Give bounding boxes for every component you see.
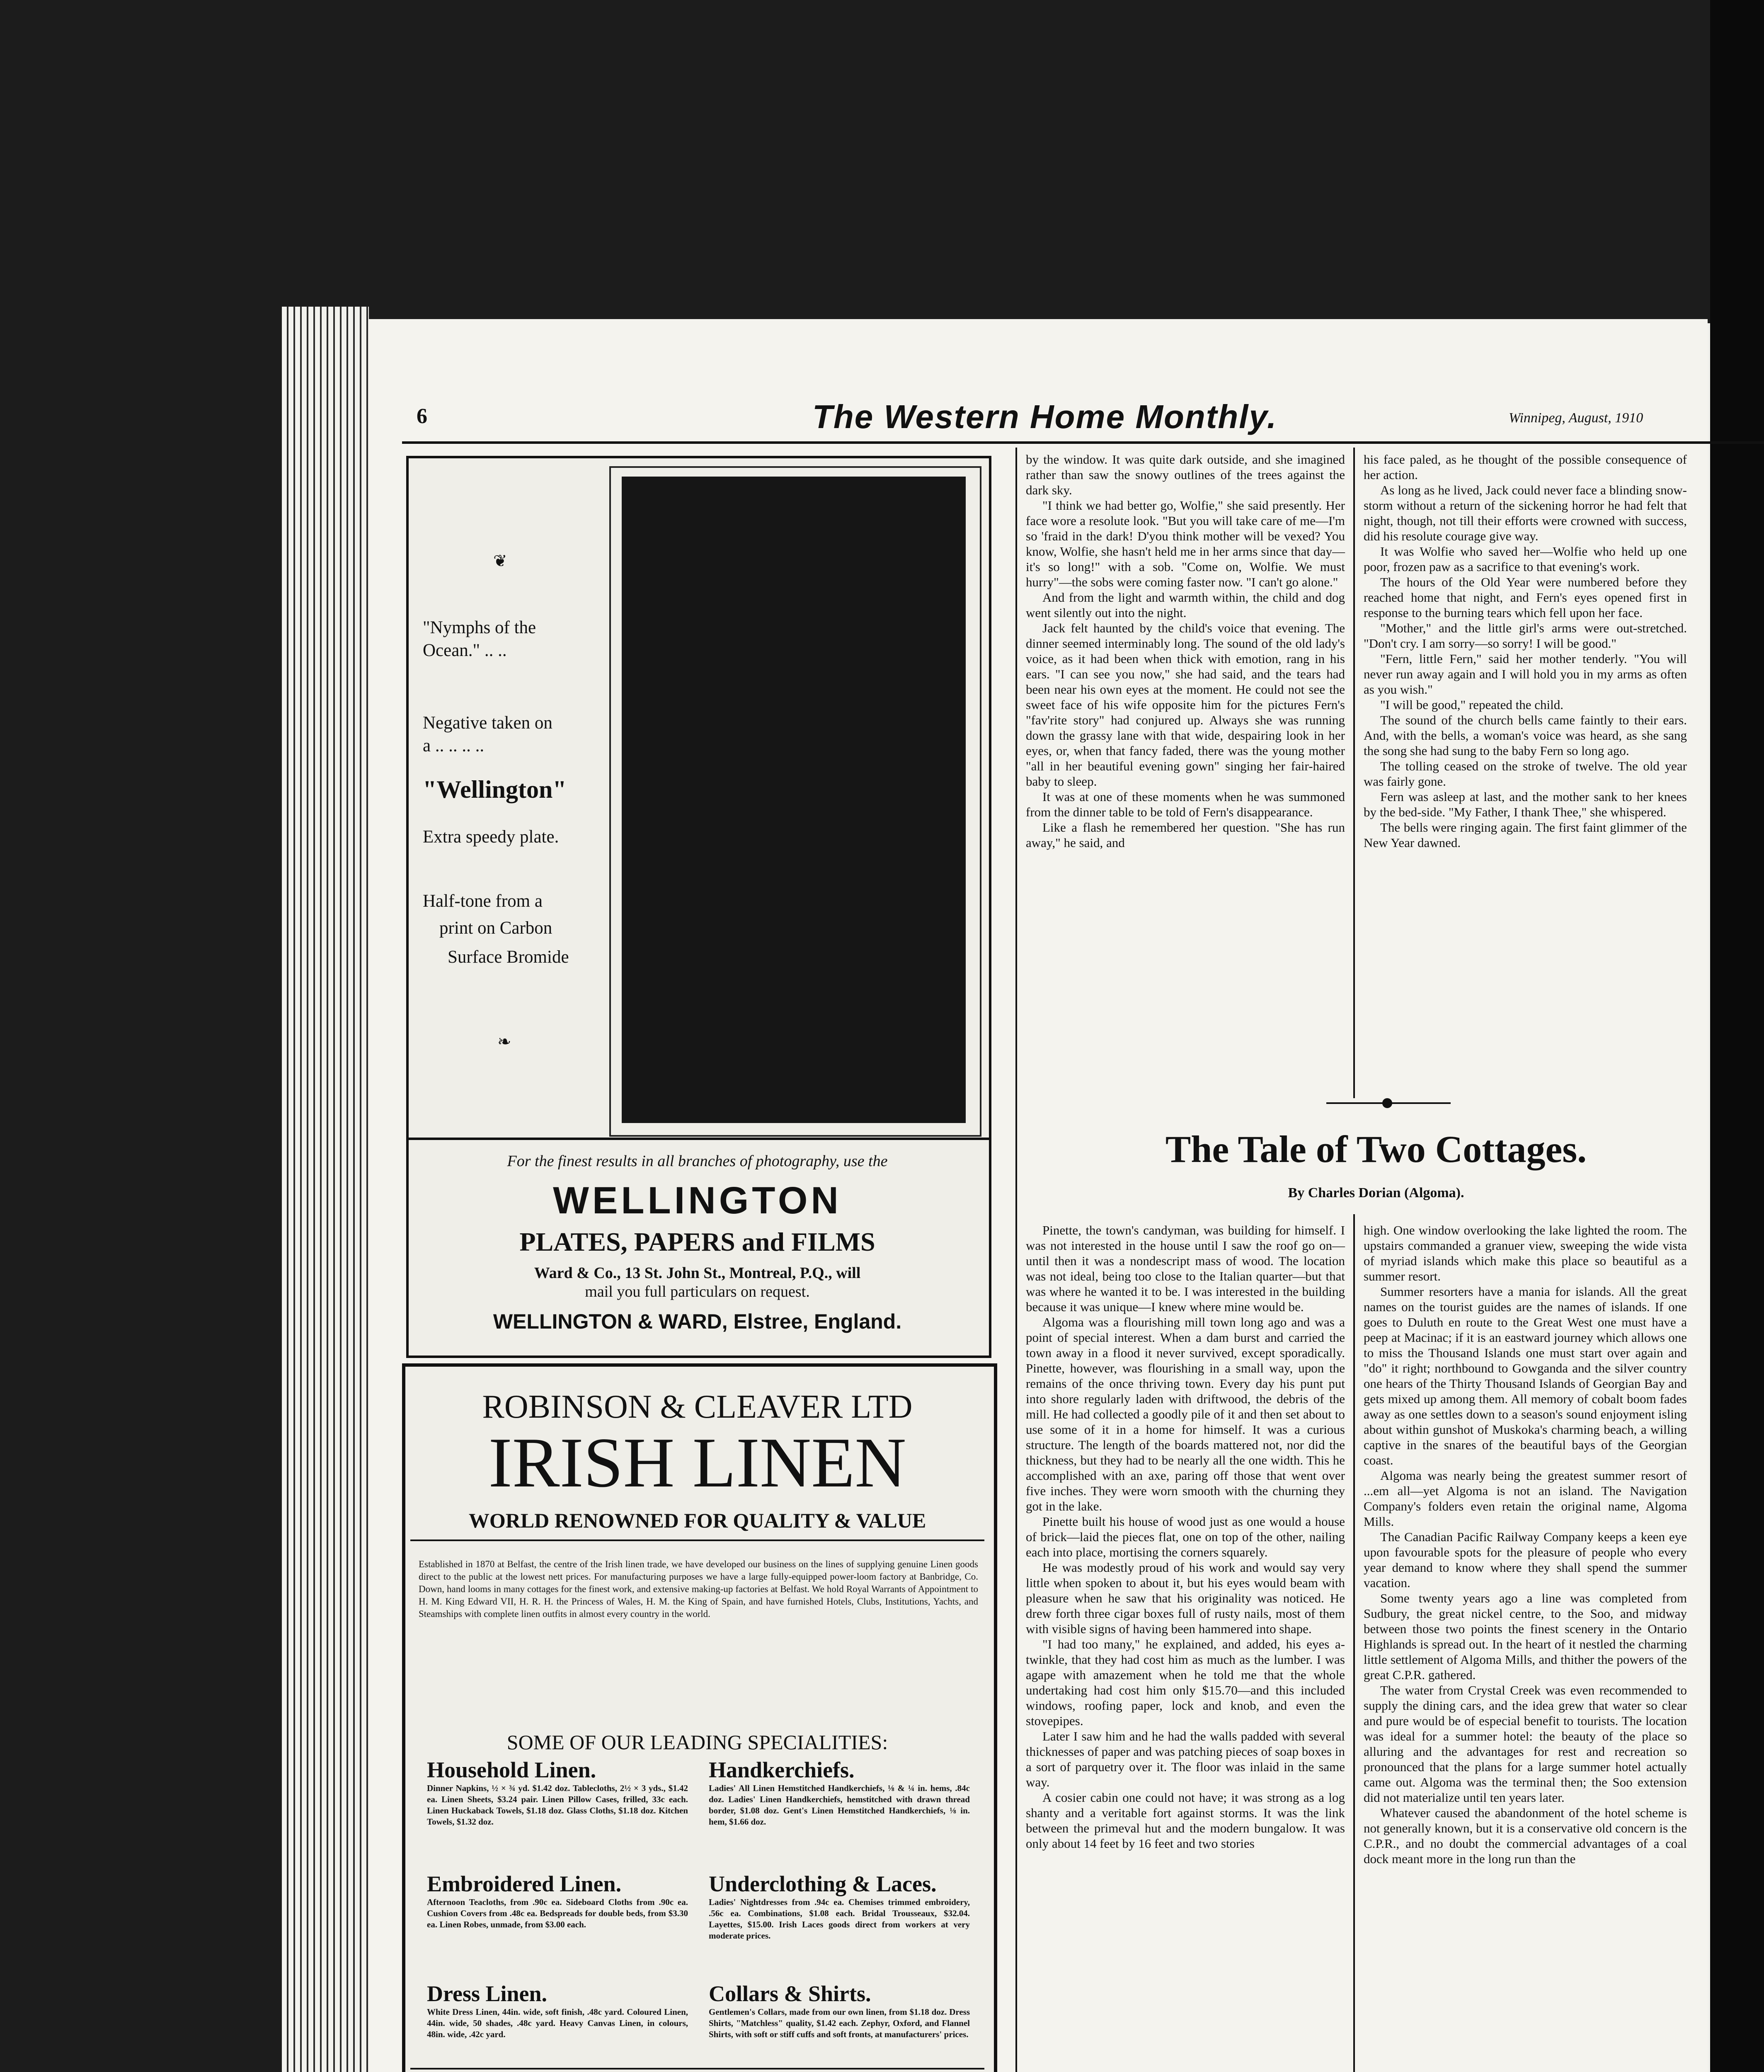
column-rule <box>1353 1214 1355 2072</box>
paragraph: It was at one of these moments when he was summoned from the dinner table to be told of Fern's disappearance. <box>1026 789 1345 819</box>
paragraph: his face paled, as he thought of the possible consequence of her action. <box>1364 452 1687 482</box>
paragraph: The tolling ceased on the stroke of twelve. The old year was fairly gone. <box>1364 759 1687 789</box>
speciality-text: Ladies' Nightdresses from .94c ea. Chemises trimmed embroidery, .56c ea. Combinations, $1.08 each. Bridal Trousseaux, $32.04. Layettes, $15.00. Irish Laces goods direct from workers at very moderate prices. <box>709 1897 970 1941</box>
paragraph: The water from Crystal Creek was even recommended to supply the dining cars, and the idea grew that water so clear and pure would be of especial benefit to tourists. The location was ideal for a summer hotel: the beauty of the place so alluring and the advantages for rest and recreation so pronounced that the plans for a large summer hotel actually came out. Algoma was the terminal then; the Soo extension did not materialize until ten years later. <box>1364 1683 1687 1805</box>
paragraph: Jack felt haunted by the child's voice that evening. The dinner seemed interminably long. The sound of the old lady's voice, as it had been when thick with emotion, rang in his ears. "I can see you now," she had said, and the tears had been near his own eyes at the moment. He could not see the sweet face of his wife opposite him for the pictures Fern's "fav'rite story" had conjured up. Always she was running down the grassy lane with that wide, despairing look in her eyes, or, when that fancy faded, there was the young mother "all in her beautiful evening gown" singing her fair-haired baby to sleep. <box>1026 621 1345 789</box>
paragraph: Summer resorters have a mania for islands. All the great names on the tourist guides are the names of islands. If one goes to Duluth en route to the Great West one must have a peep at Macinac; if it is an eastward journey which allows one to miss the Thousand Islands one must start over again and "do" it right; northbound to Gowganda and the silver country one hears of the Thirty Thousand Islands of Georgian Bay and gets mixed up among them. All memory of cobalt boom fades away as one settles down to a season's sound enjoyment isling about within gunshot of Muskoka's charming beach, a willing captive in the snares of the beautiful bays of the Georgian coast. <box>1364 1284 1687 1467</box>
speciality-title: Household Linen. <box>427 1757 596 1782</box>
book-binding-edge <box>282 307 369 2072</box>
column-rule <box>1015 448 1017 2072</box>
caption-line: a .. .. .. .. <box>423 736 485 755</box>
header-rule <box>402 441 1764 444</box>
specialities-heading: SOME OF OUR LEADING SPECIALITIES: <box>506 1731 888 1754</box>
paragraph: high. One window overlooking the lake lighted the room. The upstairs commanded a granuer view, sweeping the wide vista of myriad islands which make this place so beautiful as a summer resort. <box>1364 1223 1687 1283</box>
ad-rule <box>410 1539 984 1541</box>
wellington-brand: WELLINGTON <box>553 1179 842 1222</box>
scan-right-border <box>1710 0 1764 2072</box>
caption-line: "Nymphs of the <box>423 618 536 637</box>
caption-line: Surface Bromide <box>448 947 569 967</box>
paragraph: The hours of the Old Year were numbered before they reached home that night, and Fern's eyes opened first in response to the burning tears which fell upon her face. <box>1364 575 1687 620</box>
linen-product: IRISH LINEN <box>488 1423 906 1502</box>
paragraph: The Canadian Pacific Railway Company keeps a keen eye upon favourable spots for the pleasure of people who every year demand to know where they shall spend the summer vacation. <box>1364 1530 1687 1590</box>
paragraph: Later I saw him and he had the walls padded with several thicknesses of paper and was patching pieces of soap boxes in a sort of parquetry over it. The floor was inlaid in the same way. <box>1026 1729 1345 1789</box>
page-number: 6 <box>417 404 427 428</box>
caption-line: Ocean." .. .. <box>423 641 507 660</box>
paragraph: "I will be good," repeated the child. <box>1380 697 1563 712</box>
paragraph: "I think we had better go, Wolfie," she said presently. Her face wore a resolute look. "But you will take care of me—I'm so 'fraid in the dark! D'you think mother will be vexed? You know, Wolfie, she hasn't held me in her arms since that day—it's so long!" with a sob. "Come on, Wolfie. We must hurry"—the sobs were coming faster now. "I can't go alone." <box>1026 498 1345 589</box>
divider-ornament-icon <box>1382 1098 1392 1108</box>
paragraph: Algoma was nearly being the greatest summer resort of ...em all—yet Algoma is not an island. The Navigation Company's folders even retain the original name, Algoma Mills. <box>1364 1468 1687 1529</box>
story-title: The Tale of Two Cottages. <box>1165 1128 1587 1170</box>
paragraph: And from the light and warmth within, the child and dog went silently out into the night. <box>1026 590 1345 620</box>
caption-line: "Wellington" <box>423 776 567 803</box>
caption-line: Half-tone from a <box>423 891 543 911</box>
speciality-underclothing <box>709 1871 970 1941</box>
issue-date: Winnipeg, August, 1910 <box>1509 410 1643 426</box>
story-two-column-2 <box>1364 1222 1687 1866</box>
speciality-text: Ladies' All Linen Hemstitched Handkerchiefs, ⅛ & ¼ in. hems, .84c doz. Ladies' Linen Handkerchiefs, hemstitched with drawn thread border, $1.08 doz. Gent's Linen Hemstitched Handkerchiefs, ⅛ in. hem, $1.66 doz. <box>709 1783 970 1827</box>
paragraph: "Fern, little Fern," said her mother tenderly. "You will never run away again and I will hold you in my arms as often as you wish." <box>1364 651 1687 697</box>
paragraph: Like a flash he remembered her question. "She has run away," he said, and <box>1026 820 1345 850</box>
story-one-column-2 <box>1364 452 1687 850</box>
paragraph: Some twenty years ago a line was completed from Sudbury, the great nickel centre, to the Soo, and midway between those two points the finest scenery in the Ontario Highlands is spread out. In the heart of it nestled the charming little settlement of Algoma Mills, and thither the powers of the great C.P.R. gathered. <box>1364 1591 1687 1682</box>
paragraph: Pinette, the town's candyman, was building for himself. I was not interested in the house until I saw the roof go on—until then it was a nondescript mass of wood. The location was not ideal, being too close to the Italian quarter—but that was where he wanted it to be. I was interested in the building because it was unique—I knew where mine would be. <box>1026 1223 1345 1314</box>
paragraph: Algoma was a flourishing mill town long ago and was a point of special interest. When a dam burst and carried the town away in a flood it never survived, except sporadically. Pinette, however, was flourishing in a small way, upon the remains of the once thriving town. Every day his punt put into shore regularly laden with driftwood, the debris of the mill. He had collected a goodly pile of it and then set about to use some of it in a home for himself. It was a curious structure. The length of the boards mattered not, nor did the thickness, but they had to be nearly all the one width. This he accomplished with an axe, paring off those that went over five inches. They were worn smooth with the churning they got in the lake. <box>1026 1315 1345 1513</box>
speciality-household <box>427 1757 688 1828</box>
speciality-title: Handkerchiefs. <box>709 1757 855 1782</box>
column-rule <box>1353 448 1355 1098</box>
speciality-embroidered <box>427 1871 688 1930</box>
wellington-maker: WELLINGTON & WARD, Elstree, England. <box>493 1310 902 1333</box>
caption-line: Extra speedy plate. <box>423 827 559 847</box>
caption-line: print on Carbon <box>439 918 552 938</box>
story-one-column-1 <box>1026 452 1345 850</box>
linen-established: Established in 1870 at Belfast, the centre of the Irish linen trade, we have developed our business on the lines of supplying genuine Linen goods direct to the public at the lowest nett prices. For manufacturing purposes we have a large fully-equipped power-loom factory at Banbridge, Co. Down, hand looms in many cottages for the finest work, and extensive making-up factories at Belfast. We hold Royal Warrants of Appointment to H. M. King Edward VII, H. R. H. the Princess of Wales, H. M. the King of Spain, and have furnished Hotels, Clubs, Institutions, Yachts, and Steamships with complete linen outfits in almost every country in the world. <box>419 1559 978 1619</box>
speciality-title: Dress Linen. <box>427 1981 548 2006</box>
ornament-icon: ❦ <box>493 552 507 570</box>
linen-tagline: WORLD RENOWNED FOR QUALITY & VALUE <box>468 1509 926 1532</box>
speciality-title: Embroidered Linen. <box>427 1871 622 1896</box>
wellington-agent-line2: mail you full particulars on request. <box>585 1283 810 1300</box>
speciality-handkerchiefs <box>709 1757 970 1828</box>
paragraph: by the window. It was quite dark outside, and she imagined rather than saw the snowy outlines of the trees against the dark sky. <box>1026 452 1345 497</box>
speciality-text: Dinner Napkins, ½ × ¾ yd. $1.42 doz. Tablecloths, 2½ × 3 yds., $1.42 ea. Linen Sheets, $3.24 pair. Linen Pillow Cases, frilled, 33c each. Linen Huckaback Towels, $1.18 doz. Glass Cloths, $1.18 doz. Kitchen Towels, $1.32 doz. <box>427 1783 688 1827</box>
magazine-title: The Western Home Monthly. <box>812 398 1277 435</box>
paragraph: It was Wolfie who saved her—Wolfie who held up one poor, frozen paw as a sacrifice to that evening's work. <box>1364 544 1687 574</box>
paragraph: "Mother," and the little girl's arms were out-stretched. "Don't cry. I am sorry—so sorry! I will be good." <box>1364 621 1687 651</box>
story-byline: By Charles Dorian (Algoma). <box>1288 1185 1464 1201</box>
wellington-products: PLATES, PAPERS and FILMS <box>519 1227 875 1256</box>
speciality-collars <box>709 1981 970 2040</box>
paragraph: Fern was asleep at last, and the mother sank to her knees by the bed-side. "My Father, I thank Thee," she whispered. <box>1364 789 1687 819</box>
paragraph: As long as he lived, Jack could never face a blinding snow-storm without a return of the sickening horror he had felt that night, though, not till their efforts were crowned with success, did his resolute courage give way. <box>1364 483 1687 543</box>
paragraph: Whatever caused the abandonment of the hotel scheme is not generally known, but it is a conservative old concern is the C.P.R., and no doubt the commercial advantages of a coal dock meant more in the long run than the <box>1364 1806 1687 1866</box>
paragraph: He was modestly proud of his work and would say very little when spoken to about it, but his eyes would beam with pleasure when he saw that his originality was noticed. He drew forth three cigar boxes full of rusty nails, most of them with visible signs of having been hammered into shape. <box>1026 1560 1345 1636</box>
speciality-text: Afternoon Teacloths, from .90c ea. Sideboard Cloths from .90c ea. Cushion Covers from .48c ea. Bedspreads for double beds, from $3.30 ea. Linen Robes, unmade, from $3.00 each. <box>427 1897 688 1929</box>
ornament-icon: ❧ <box>497 1032 511 1051</box>
halftone-photo <box>622 477 966 1123</box>
linen-company: ROBINSON & CLEAVER LTD <box>482 1389 913 1425</box>
speciality-title: Collars & Shirts. <box>709 1981 871 2006</box>
paragraph: The bells were ringing again. The first faint glimmer of the New Year dawned. <box>1364 820 1687 850</box>
speciality-text: White Dress Linen, 44in. wide, soft finish, .48c yard. Coloured Linen, 44in. wide, 50 shades, .48c yard. Heavy Canvas Linen, in colours, 48in. wide, .42c yard. <box>427 2007 688 2039</box>
caption-line: Negative taken on <box>423 713 552 733</box>
speciality-dress <box>427 1981 688 2040</box>
story-two-column-1 <box>1026 1222 1345 1851</box>
speciality-text: Gentlemen's Collars, made from our own linen, from $1.18 doz. Dress Shirts, "Matchless" quality, $1.42 each. Zephyr, Oxford, and Flannel Shirts, with soft or stiff cuffs and soft fronts, at manufacturers' prices. <box>709 2007 970 2039</box>
wellington-agent: Ward & Co., 13 St. John St., Montreal, P.Q., will <box>534 1264 861 1282</box>
wellington-intro: For the finest results in all branches of photography, use the <box>507 1152 888 1170</box>
paragraph: A cosier cabin one could not have; it was strong as a log shanty and a veritable fort against storms. It was the link between the primeval hut and the modern bungalow. It was only about 14 feet by 16 feet and two stories <box>1026 1790 1345 1851</box>
ad-rule <box>410 2068 984 2070</box>
paragraph: The sound of the church bells came faintly to their ears. And, with the bells, a woman's voice was heard, as she sang the song she had sung to the baby Fern so long ago. <box>1364 713 1687 758</box>
paragraph: Pinette built his house of wood just as one would a house of brick—laid the pieces flat, one on top of the other, nailing each into place, mortising the corners squarely. <box>1026 1514 1345 1559</box>
paragraph: "I had too many," he explained, and added, his eyes a-twinkle, that they had cost him as much as the lumber. I was agape with amazement when he told me that the whole undertaking had cost him only $15.70—and this included windows, roofing paper, lock and knob, and even the stovepipes. <box>1026 1637 1345 1728</box>
speciality-title: Underclothing & Laces. <box>709 1871 937 1896</box>
